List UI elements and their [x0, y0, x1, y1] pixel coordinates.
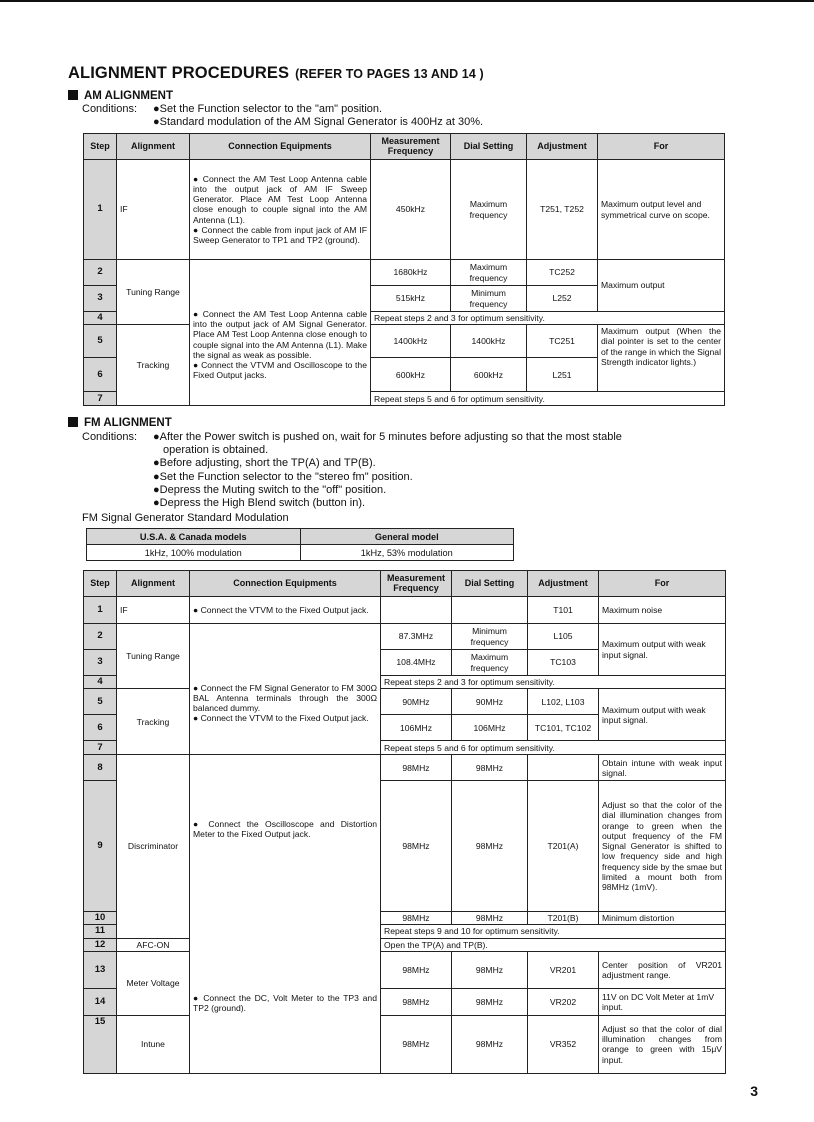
measurement-cell: 106MHz — [381, 715, 452, 741]
am-heading — [68, 90, 173, 102]
am-conditions-label: Conditions: — [82, 103, 138, 115]
adjustment-cell: TC251 — [527, 325, 598, 358]
repeat-note: Repeat steps 2 and 3 for optimum sensitivity. — [381, 676, 726, 689]
dial-cell: Maximum frequency — [452, 650, 528, 676]
header-dial: Dial Setting — [452, 571, 528, 597]
for-cell: Maximum output with weak input signal. — [599, 624, 726, 676]
page-number: 3 — [750, 1083, 758, 1099]
dial-cell: Maximum frequency — [451, 160, 527, 260]
mod-value-general: 1kHz, 53% modulation — [300, 545, 514, 561]
dial-cell: 98MHz — [452, 912, 528, 925]
header-connection: Connection Equipments — [190, 571, 381, 597]
header-step: Step — [84, 571, 117, 597]
top-rule — [0, 0, 814, 2]
alignment-tuning-range: Tuning Range — [117, 624, 190, 689]
repeat-note: Open the TP(A) and TP(B). — [381, 938, 726, 951]
measurement-cell: 1680kHz — [371, 260, 451, 286]
header-adjustment: Adjustment — [527, 134, 598, 160]
step-cell: 2 — [84, 260, 117, 286]
fm-heading — [68, 417, 172, 429]
dial-cell: Minimum frequency — [451, 286, 527, 312]
repeat-note: Repeat steps 9 and 10 for optimum sensitivity. — [381, 925, 726, 938]
measurement-cell: 600kHz — [371, 358, 451, 392]
repeat-note: Repeat steps 5 and 6 for optimum sensitivity. — [371, 392, 725, 406]
adjustment-cell: L252 — [527, 286, 598, 312]
dial-cell: 98MHz — [452, 1015, 528, 1073]
step-cell: 3 — [84, 286, 117, 312]
for-cell: Maximum noise — [599, 597, 726, 624]
fm-condition-1-cont: operation is obtained. — [163, 444, 269, 456]
step-cell: 7 — [84, 392, 117, 406]
square-bullet-icon — [68, 90, 78, 100]
dial-cell — [452, 597, 528, 624]
connection-text: ● Connect the AM Test Loop Antenna cable into the output jack of AM IF Sweep Generator. Place AM Test Loop Antenna close enough to couple signal into the AM Antenna (L1). — [193, 173, 367, 225]
dial-cell: 98MHz — [452, 988, 528, 1015]
connection-cell: ● Connect the VTVM to the Fixed Output jack. — [190, 597, 381, 624]
step-cell: 8 — [84, 755, 117, 781]
for-cell: Maximum output (When the dial pointer is set to the center of the range in which the Signal Strength indicator lights.) — [598, 325, 725, 392]
dial-cell: 600kHz — [451, 358, 527, 392]
header-dial: Dial Setting — [451, 134, 527, 160]
adjustment-cell: TC103 — [528, 650, 599, 676]
adjustment-cell: TC101, TC102 — [528, 715, 599, 741]
connection-cell — [190, 755, 381, 1074]
step-cell: 7 — [84, 741, 117, 755]
am-alignment-table — [83, 133, 725, 406]
for-cell: Maximum output with weak input signal. — [599, 689, 726, 741]
connection-cell — [190, 160, 371, 260]
title-reference: (REFER TO PAGES 13 AND 14 ) — [295, 67, 484, 81]
measurement-cell: 450kHz — [371, 160, 451, 260]
for-cell: Center position of VR201 adjustment range. — [599, 951, 726, 988]
for-cell: 11V on DC Volt Meter at 1mV input. — [599, 988, 726, 1015]
step-cell: 6 — [84, 358, 117, 392]
step-cell: 13 — [84, 951, 117, 988]
header-alignment: Alignment — [117, 571, 190, 597]
dial-cell: 106MHz — [452, 715, 528, 741]
for-cell: Minimum distortion — [599, 912, 726, 925]
connection-text: ● Connect the VTVM to the Fixed Output jack. — [193, 713, 369, 724]
adjustment-cell: VR202 — [528, 988, 599, 1015]
header-adjustment: Adjustment — [528, 571, 599, 597]
step-cell: 4 — [84, 312, 117, 325]
measurement-cell: 98MHz — [381, 1015, 452, 1073]
adjustment-cell — [528, 755, 599, 781]
alignment-intune: Intune — [117, 1015, 190, 1073]
step-cell: 15 — [84, 1015, 117, 1073]
mod-value-usa: 1kHz, 100% modulation — [87, 545, 301, 561]
dial-cell: Maximum frequency — [451, 260, 527, 286]
step-cell: 3 — [84, 650, 117, 676]
measurement-cell: 108.4MHz — [381, 650, 452, 676]
measurement-cell: 515kHz — [371, 286, 451, 312]
for-cell: Obtain intune with weak input signal. — [599, 755, 726, 781]
step-cell: 6 — [84, 715, 117, 741]
for-cell: Maximum output — [598, 260, 725, 312]
fm-condition-2: ●Before adjusting, short the TP(A) and TP(B). — [153, 457, 376, 469]
repeat-note: Repeat steps 2 and 3 for optimum sensitivity. — [371, 312, 725, 325]
measurement-cell: 98MHz — [381, 912, 452, 925]
adjustment-cell: L251 — [527, 358, 598, 392]
fm-alignment-table — [83, 570, 726, 1074]
adjustment-cell: TC252 — [527, 260, 598, 286]
header-connection: Connection Equipments — [190, 134, 371, 160]
measurement-cell: 98MHz — [381, 755, 452, 781]
adjustment-cell: T251, T252 — [527, 160, 598, 260]
dial-cell: 98MHz — [452, 951, 528, 988]
measurement-cell: 98MHz — [381, 951, 452, 988]
header-measurement: Measurement Frequency — [381, 571, 452, 597]
for-cell: Adjust so that the color of the dial illumination changes from orange to green when the output frequency of the FM Signal Generator is shifted to low frequency side and high frequency side by the smae but limited a mount both from 98MHz (1mV). — [599, 781, 726, 912]
for-cell: Adjust so that the color of dial illumination changes from orange to green with 15μV input. — [599, 1015, 726, 1073]
adjustment-cell: VR201 — [528, 951, 599, 988]
fm-condition-1: ●After the Power switch is pushed on, wait for 5 minutes before adjusting so that the most stable — [153, 431, 622, 443]
alignment-if: IF — [117, 160, 190, 260]
connection-cell — [190, 624, 381, 755]
adjustment-cell: T201(A) — [528, 781, 599, 912]
mod-header-general: General model — [300, 529, 514, 545]
header-for: For — [598, 134, 725, 160]
dial-cell: 1400kHz — [451, 325, 527, 358]
step-cell: 9 — [84, 781, 117, 912]
adjustment-cell: L105 — [528, 624, 599, 650]
connection-text: ● Connect the DC, Volt Meter to the TP3 and TP2 (ground). — [193, 993, 377, 1014]
step-cell: 5 — [84, 325, 117, 358]
step-cell: 1 — [84, 597, 117, 624]
dial-cell: 98MHz — [452, 755, 528, 781]
step-cell: 12 — [84, 938, 117, 951]
measurement-cell: 98MHz — [381, 781, 452, 912]
alignment-afc-on: AFC-ON — [117, 938, 190, 951]
dial-cell: Minimum frequency — [452, 624, 528, 650]
step-cell: 2 — [84, 624, 117, 650]
connection-text: ● Connect the VTVM and Oscilloscope to the Fixed Output jacks. — [193, 359, 367, 381]
alignment-tuning-range: Tuning Range — [117, 260, 190, 325]
alignment-tracking: Tracking — [117, 689, 190, 755]
square-bullet-icon — [68, 417, 78, 427]
mod-header-usa: U.S.A. & Canada models — [87, 529, 301, 545]
connection-text: ● Connect the FM Signal Generator to FM 300Ω BAL Antenna terminals through the 300Ω balanced dummy. — [193, 682, 377, 714]
page-title — [68, 64, 484, 83]
measurement-cell: 90MHz — [381, 689, 452, 715]
adjustment-cell: T201(B) — [528, 912, 599, 925]
repeat-note: Repeat steps 5 and 6 for optimum sensitivity. — [381, 741, 726, 755]
connection-cell — [190, 260, 371, 406]
header-alignment: Alignment — [117, 134, 190, 160]
fm-conditions-label: Conditions: — [82, 431, 138, 443]
adjustment-cell: T101 — [528, 597, 599, 624]
measurement-cell — [381, 597, 452, 624]
step-cell: 5 — [84, 689, 117, 715]
step-cell: 14 — [84, 988, 117, 1015]
fm-condition-3: ●Set the Function selector to the "stereo fm" position. — [153, 471, 413, 483]
for-cell: Maximum output level and symmetrical curve on scope. — [598, 160, 725, 260]
connection-text: ● Connect the cable from input jack of AM IF Sweep Generator to TP1 and TP2 (ground). — [193, 224, 367, 245]
adjustment-cell: L102, L103 — [528, 689, 599, 715]
header-measurement: Measurement Frequency — [371, 134, 451, 160]
step-cell: 11 — [84, 925, 117, 938]
am-heading-text: AM ALIGNMENT — [84, 90, 174, 102]
measurement-cell: 87.3MHz — [381, 624, 452, 650]
alignment-meter-voltage: Meter Voltage — [117, 951, 190, 1015]
step-cell: 4 — [84, 676, 117, 689]
fm-condition-4: ●Depress the Muting switch to the "off" position. — [153, 484, 387, 496]
alignment-tracking: Tracking — [117, 325, 190, 406]
measurement-cell: 1400kHz — [371, 325, 451, 358]
connection-text: ● Connect the Oscilloscope and Distortion Meter to the Fixed Output jack. — [193, 818, 377, 839]
alignment-discriminator: Discriminator — [117, 755, 190, 938]
am-condition-2: ●Standard modulation of the AM Signal Generator is 400Hz at 30%. — [153, 116, 484, 128]
connection-text: ● Connect the AM Test Loop Antenna cable into the output jack of AM Signal Generator. Place AM Test Loop Antenna close enough to couple signal into the AM Antenna (L1). Make the signal as weak as possible. — [193, 308, 367, 360]
dial-cell: 90MHz — [452, 689, 528, 715]
step-cell: 1 — [84, 160, 117, 260]
fm-std-mod-label: FM Signal Generator Standard Modulation — [82, 512, 289, 524]
am-condition-1: ●Set the Function selector to the "am" position. — [153, 103, 383, 115]
fm-heading-text: FM ALIGNMENT — [84, 417, 172, 429]
fm-condition-5: ●Depress the High Blend switch (button in). — [153, 497, 366, 509]
header-for: For — [599, 571, 726, 597]
header-step: Step — [84, 134, 117, 160]
adjustment-cell: VR352 — [528, 1015, 599, 1073]
step-cell: 10 — [84, 912, 117, 925]
dial-cell: 98MHz — [452, 781, 528, 912]
title-text: ALIGNMENT PROCEDURES — [68, 64, 290, 82]
measurement-cell: 98MHz — [381, 988, 452, 1015]
alignment-if: IF — [117, 597, 190, 624]
fm-modulation-table — [86, 528, 514, 561]
